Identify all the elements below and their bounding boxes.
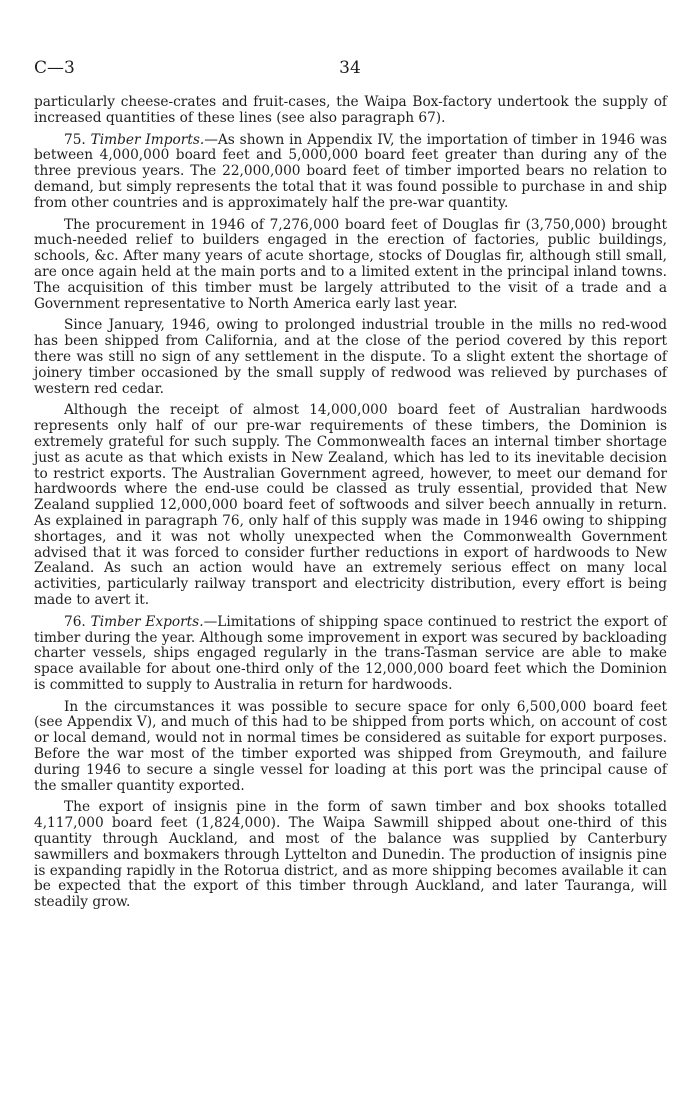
paragraph: [34, 218, 667, 313]
page-number: 34: [339, 58, 361, 78]
paragraph-text: particularly cheese-crates and fruit-cases, the Waipa Box-factory undertook the supply of increased quantities of these lines (see also paragraph 67).: [34, 94, 667, 126]
paragraph-75: [34, 133, 667, 212]
paragraph-number: 75.: [64, 131, 91, 148]
paragraph-text: —As shown in Appendix IV, the importation of timber in 1946 was between 4,000,000 board feet and 5,000,000 board feet greater than during any of the three previous years. The 22,000,000 board feet of timber imported bears no relation to demand, but simply represents the total that it was found possible to purchase in and ship from other countries and is approximately half the pre-war quantity.: [34, 131, 667, 211]
paragraph-text: In the circumstances it was possible to secure space for only 6,500,000 board feet (see Appendix V), and much of this had to be shipped from ports which, on account of cost or local demand, would not in normal times be considered as suitable for export purposes. Before the war most of the timber exported was shipped from Greymouth, and failure during 1946 to secure a single vessel for loading at this port was the principal cause of the smaller quantity exported.: [34, 698, 667, 794]
body-text: [34, 95, 667, 917]
paragraph-76: [34, 615, 667, 694]
paragraph: [34, 95, 667, 127]
document-id: C—3: [34, 58, 75, 78]
paragraph-text: Since January, 1946, owing to prolonged industrial trouble in the mills no red-wood has been shipped from California, and at the close of the period covered by this report there was still no sign of any settlement in the dispute. To a slight extent the shortage of joinery timber occasioned by the small supply of redwood was relieved by purchases of western red cedar.: [34, 317, 667, 397]
paragraph: [34, 700, 667, 795]
paragraph: [34, 800, 667, 911]
page-header: [34, 58, 666, 80]
paragraph-text: —Limitations of shipping space continued to restrict the export of timber during the year. Although some improvement in export was secured by backloading charter vessels, ships engaged regularly in the trans-Tasman service are able to make space available for about one-third only of the 12,000,000 board feet which the Dominion is committed to supply to Australia in return for hardwoods.: [34, 613, 667, 693]
paragraph: [34, 318, 667, 397]
paragraph-text: The export of insignis pine in the form of sawn timber and box shooks totalled 4,117,000 board feet (1,824,000). The Waipa Sawmill shipped about one-third of this quantity through Auckland, and most of the balance was supplied by Canterbury sawmillers and boxmakers through Lyttelton and Dunedin. The production of insignis pine is expanding rapidly in the Rotorua district, and as more shipping becomes available it can be expected that the export of this timber through Auckland, and later Tauranga, will steadily grow.: [34, 799, 667, 911]
section-heading: Timber Exports.: [90, 613, 204, 630]
paragraph-text: The procurement in 1946 of 7,276,000 board feet of Douglas fir (3,750,000) brought much-needed relief to builders engaged in the erection of factories, public buildings, schools, &c. After many years of acute shortage, stocks of Douglas fir, although still small, are once again held at the main ports and to a limited extent in the principal inland towns. The acquisition of this timber must be largely attributed to the visit of a trade and a Government representative to North America early last year.: [34, 216, 667, 312]
paragraph: [34, 403, 667, 608]
section-heading: Timber Imports.: [90, 131, 205, 148]
paragraph-number: 76.: [64, 613, 91, 630]
paragraph-text: Although the receipt of almost 14,000,000 board feet of Australian hardwoods represents only half of our pre-war requirements of these timbers, the Dominion is extremely grateful for such supply. The Commonwealth faces an internal timber shortage just as acute as that which exists in New Zealand, which has led to its inevitable decision to restrict exports. The Australian Government agreed, however, to meet our demand for hardwoords where the end-use could be classed as truly essential, provided that New Zealand supplied 12,000,000 board feet of softwoods and silver beech annually in return. As explained in paragraph 76, only half of this supply was made in 1946 owing to shipping shortages, and it was not wholly unexpected when the Commonwealth Government advised that it was forced to consider further reductions in export of hardwoods to New Zealand. As such an action would have an extremely serious effect on many local activities, particularly railway transport and electricity distribution, every effort is being made to avert it.: [34, 402, 667, 608]
